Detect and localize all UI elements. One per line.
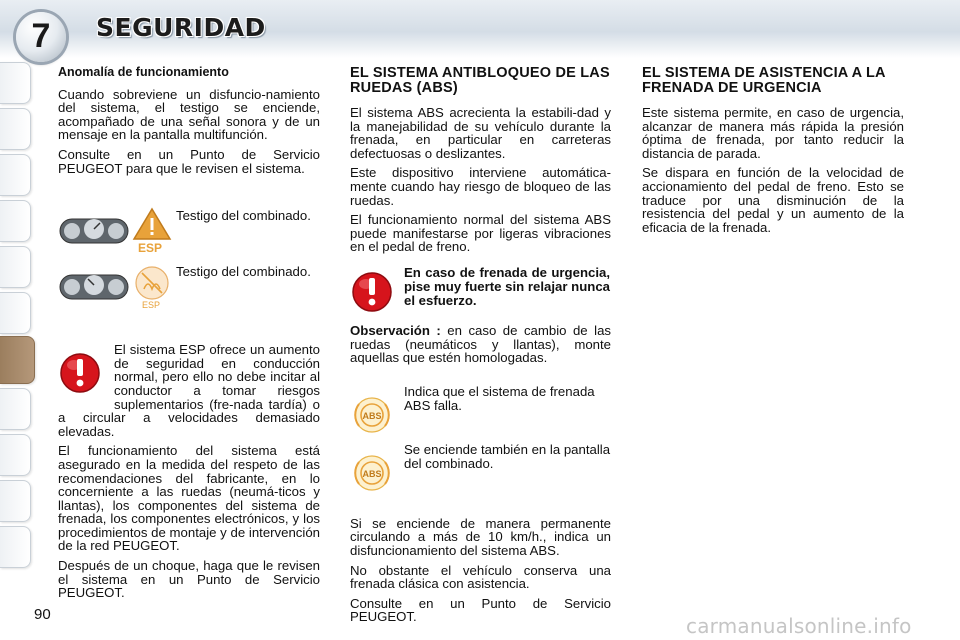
chapter-tab[interactable] <box>0 526 31 568</box>
chapter-tab-active[interactable] <box>0 336 35 384</box>
esp-badge-text: ESP <box>138 241 163 256</box>
warning-text: En caso de frenada de urgencia, pise muy fuerte sin relajar nunca el esfuerzo. <box>404 264 610 308</box>
indicator-label: Indica que el sistema de frenada ABS falla. <box>404 383 595 413</box>
abs-warning-icon <box>350 453 394 493</box>
emergency-braking-warning <box>350 266 611 324</box>
page-number: 90 <box>34 606 51 623</box>
note-label: Observación : <box>350 322 441 338</box>
paragraph: El sistema ESP ofrece un aumento de seguridad en conducción normal, pero ello no debe incitar al conductor a tomar riesgos suplementarios (fre-nada tardía) o a circular a velocidades demasiado elevadas. <box>58 342 320 439</box>
paragraph: No obstante el vehículo conserva una frenada clásica con asistencia. <box>350 562 611 592</box>
section-heading-abs: EL SISTEMA ANTIBLOQUEO DE LAS RUEDAS (ABS) <box>350 65 610 96</box>
chapter-tab[interactable] <box>0 434 31 476</box>
svg-text:ABS: ABS <box>362 410 382 421</box>
column-esp-fault <box>58 66 320 606</box>
indicator-label: Testigo del combinado. <box>176 208 311 224</box>
abs-fault-row <box>350 385 611 443</box>
chapter-tab[interactable] <box>0 292 31 334</box>
exclamation-warning-icon <box>58 343 108 403</box>
paragraph: Si se enciende de manera permanente circulando a más de 10 km/h., indica un disfuncionamiento del sistema ABS. <box>350 515 611 558</box>
esp-off-row <box>58 261 320 317</box>
chapter-tab[interactable] <box>0 108 31 150</box>
note-text: en caso de cambio de las ruedas (neumáticos y llantas), monte aquellas que estén homologadas. <box>350 322 611 366</box>
paragraph: Este dispositivo interviene automática-mente cuando hay riesgo de bloqueo de las ruedas. <box>350 165 611 208</box>
paragraph: El sistema ABS acrecienta la estabili-dad y la manejabilidad de su vehículo durante la frenada, en particular en carreteras defectuosas o deslizantes. <box>350 105 611 161</box>
paragraph: El funcionamiento normal del sistema ABS puede manifestarse por ligeras vibraciones en el pedal de freno. <box>350 212 611 255</box>
chapter-tab[interactable] <box>0 154 31 196</box>
paragraph: Se dispara en función de la velocidad de accionamiento del pedal de freno. Esto se traduce por una disminución de la resistencia del pedal y un aumento de la eficacia de la frenada. <box>642 165 904 235</box>
indicator-label: Testigo del combinado. <box>176 264 311 280</box>
paragraph: Cuando sobreviene un disfuncio-namiento del sistema, el testigo se enciende, acompañado de una señal sonora y de un mensaje en la pantalla multifunción. <box>58 86 320 143</box>
paragraph: Consulte en un Punto de Servicio PEUGEOT. <box>350 595 611 625</box>
chapter-tab[interactable] <box>0 246 31 288</box>
chapter-number: 7 <box>31 16 51 55</box>
chapter-badge <box>16 12 66 62</box>
esp-warning-row <box>58 205 320 261</box>
instrument-cluster-esp-off-icon <box>58 261 174 311</box>
section-heading-brake-assist: EL SISTEMA DE ASISTENCIA A LA FRENADA DE URGENCIA <box>642 65 886 96</box>
esp-badge-text: ESP <box>142 300 161 311</box>
esp-safety-note <box>58 343 320 438</box>
exclamation-warning-icon <box>350 268 394 316</box>
column-emergency-brake-assist <box>642 66 904 240</box>
chapter-tab[interactable] <box>0 388 31 430</box>
watermark: carmanualsonline.info <box>686 614 912 638</box>
chapter-tab[interactable] <box>0 200 31 242</box>
paragraph: El funcionamiento del sistema está asegurado en la medida del respeto de las recomendaciones del fabricante, en lo concerniente a las ruedas (neumá-ticos y llantas), los componentes del sistema de frenada, los componentes electrónicos, y los procedimientos de montaje y de intervención de la red PEUGEOT. <box>58 443 320 554</box>
abs-cluster-row <box>350 443 611 501</box>
paragraph: Después de un choque, haga que le revisen el sistema en un Punto de Servicio PEUGEOT. <box>58 558 320 601</box>
chapter-tab[interactable] <box>0 480 31 522</box>
chapter-tab[interactable] <box>0 62 31 104</box>
column-abs <box>350 66 611 630</box>
subheading-fault: Anomalía de funcionamiento <box>58 65 229 79</box>
abs-warning-icon <box>350 395 394 435</box>
indicator-label: Se enciende también en la pantalla del combinado. <box>404 441 611 471</box>
note-paragraph <box>350 324 611 365</box>
paragraph: Este sistema permite, en caso de urgencia, alcanzar de manera más rápida la presión óptima de frenada, por tanto reducir la distancia de parada. <box>642 105 904 161</box>
svg-text:ABS: ABS <box>362 468 382 479</box>
paragraph: Consulte en un Punto de Servicio PEUGEOT para que le revisen el sistema. <box>58 146 320 176</box>
instrument-cluster-icon <box>58 205 174 255</box>
chapter-title: SEGURIDAD <box>96 13 266 42</box>
